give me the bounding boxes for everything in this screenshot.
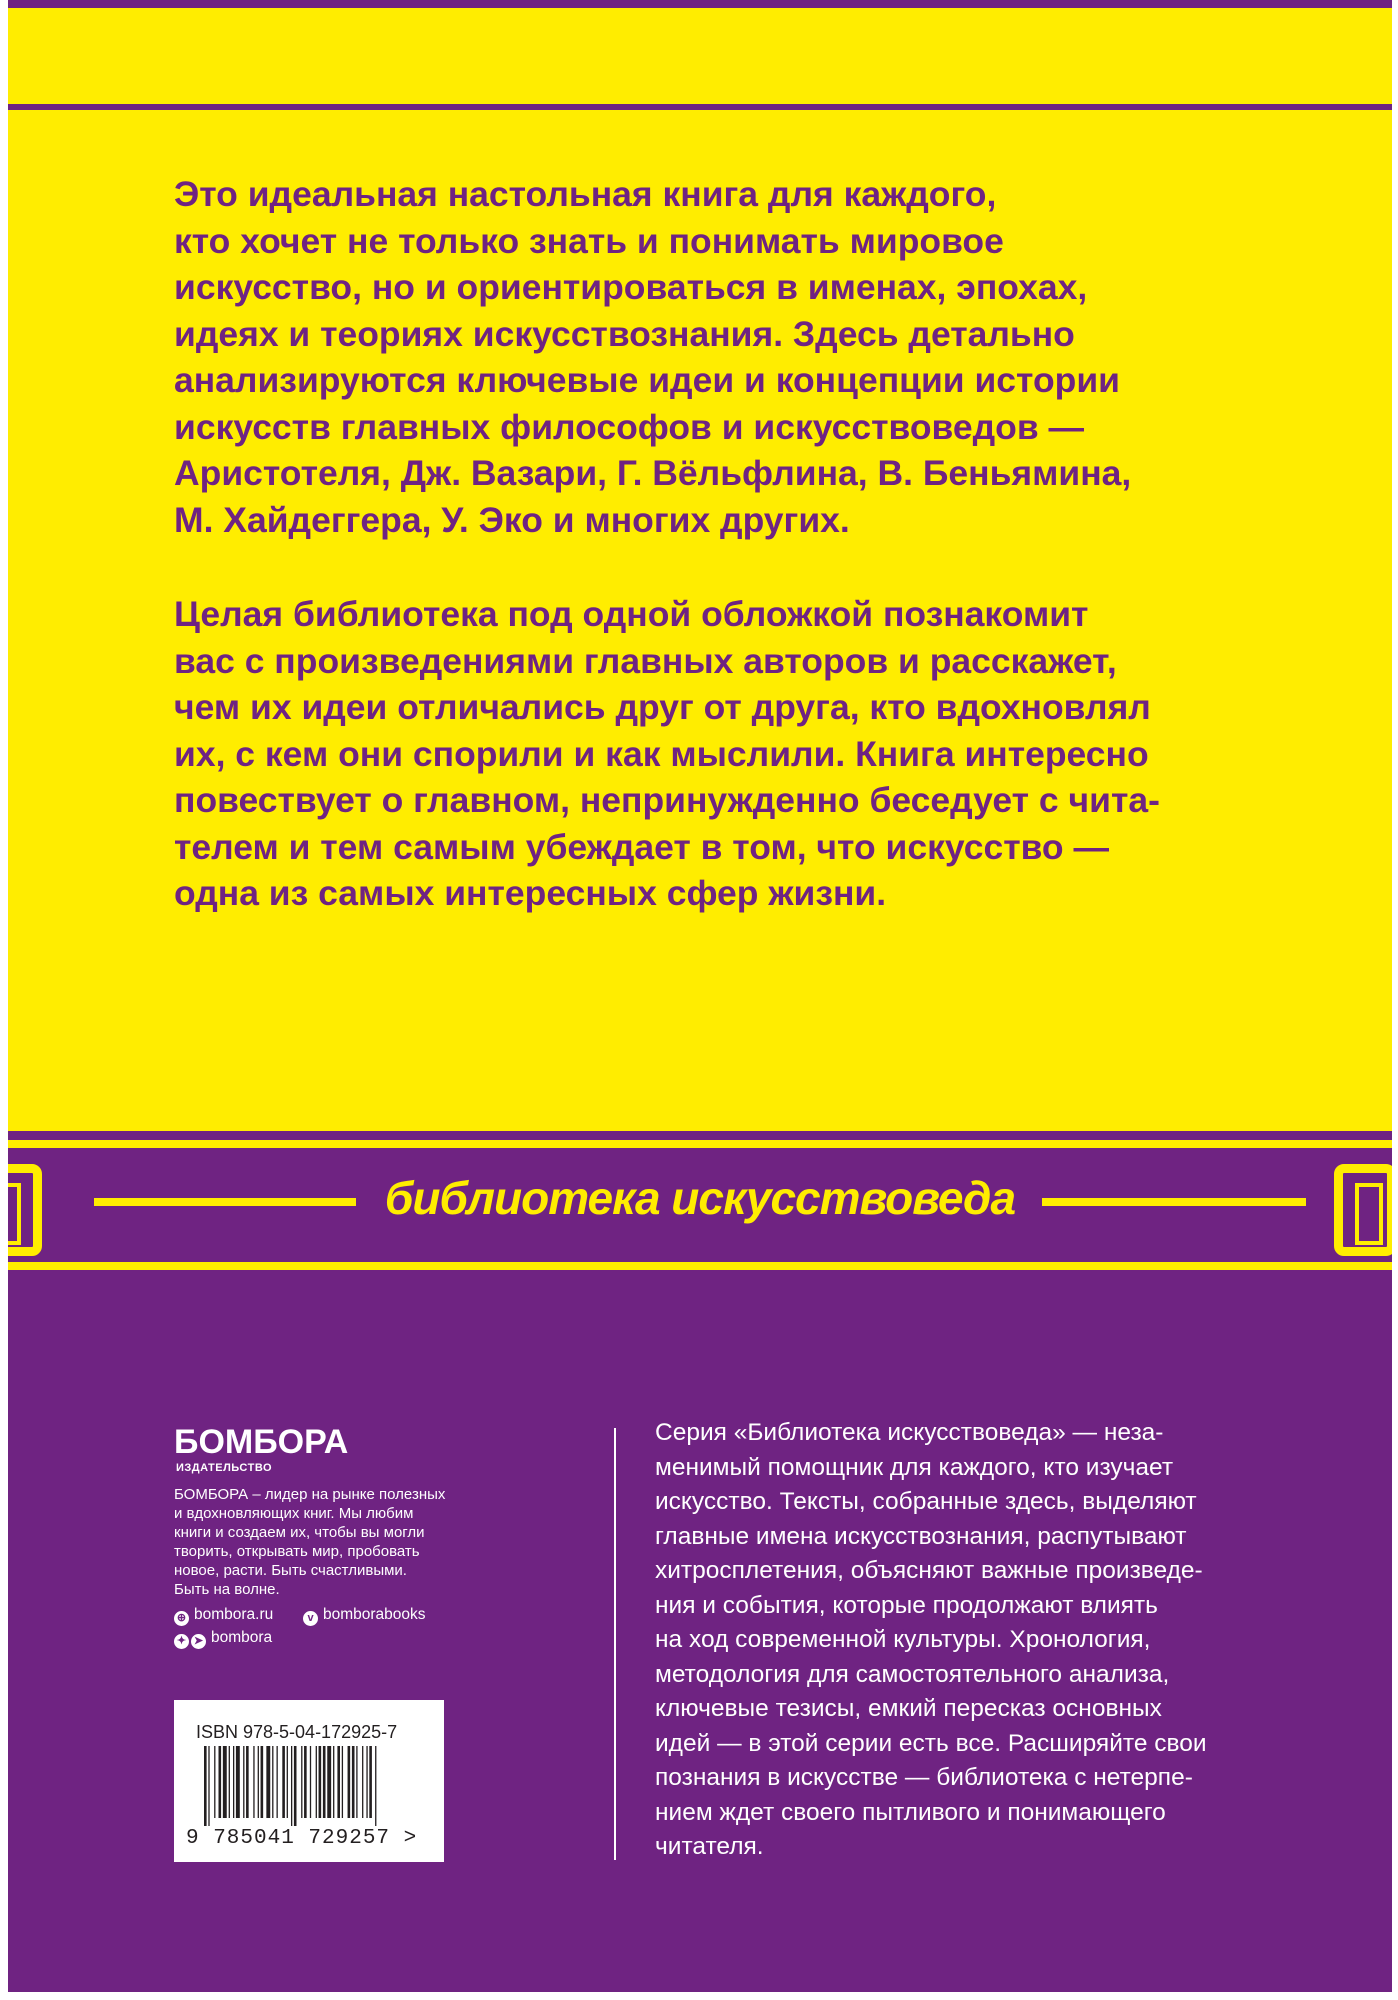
barcode-bar (229, 1746, 230, 1818)
barcode-bar (310, 1746, 311, 1818)
barcode-bar (362, 1746, 363, 1818)
publisher-logo-subtitle: ИЗДАТЕЛЬСТВО (176, 1462, 273, 1474)
barcode-bar (204, 1746, 207, 1826)
barcode-bar (214, 1746, 215, 1818)
band-bottom-line (8, 1262, 1392, 1270)
barcode-bar (287, 1746, 288, 1818)
barcode-bar (236, 1746, 240, 1818)
website-contact (174, 1605, 273, 1626)
barcode-bar (233, 1746, 234, 1818)
website-link[interactable]: bombora.ru (194, 1606, 274, 1623)
book-back-cover (8, 0, 1392, 1992)
barcode-digits: 9 785041 729257 > (186, 1827, 418, 1850)
vk-contact (303, 1605, 426, 1626)
barcode-bar (323, 1746, 326, 1818)
vk-icon: v (303, 1611, 318, 1626)
barcode-bar (291, 1746, 292, 1826)
barcode-bar (375, 1746, 376, 1826)
barcode-bar (272, 1746, 273, 1818)
barcode-bar (369, 1746, 372, 1818)
barcode-bar (219, 1746, 222, 1818)
social-contact (174, 1628, 272, 1649)
barcode-bar (319, 1746, 322, 1818)
barcode-bar (282, 1746, 285, 1818)
description-paragraph-2: Целая библиотека под одной обложкой познакомит вас с произведениями главных авторов и расскажет, чем их идеи отличались друг от друга, кто вдохновлял их, с кем они спорили и как мыслили. Книга интересно повествует о главном, непринужденно беседует с чита- телем и тем самым убеждает в том, что искусство — одна из самых интересных сфер жизни. (174, 594, 1160, 913)
barcode-bars (186, 1746, 432, 1826)
top-purple-line (8, 104, 1392, 110)
barcode-bar (208, 1746, 209, 1826)
sparkle-icon: ✦ (174, 1634, 189, 1649)
publisher-logo: БОМБОРА (174, 1423, 349, 1461)
isbn-label: ISBN 978-5-04-172925-7 (196, 1722, 398, 1742)
barcode-bar (301, 1746, 302, 1818)
series-description: Серия «Библиотека искусствоведа» — неза- менимый помощник для каждого, кто изучает искусство. Тексты, собранные здесь, выделяют главные имена искусствознания, распутывают хитросплетения, объясняют важные произведе- ния и события, которые продолжают влиять на ход современной культуры. Хронология, методология для самостоятельного анализа, ключевые тезисы, емкий пересказ основных идей — в этой серии есть все. Расширяйте свои познания в искусстве — библиотека с нетерпе- нием ждет своего пытливого и понимающего читателя. (655, 1419, 1207, 1860)
barcode-bar (253, 1746, 254, 1818)
band-top-line (8, 1140, 1392, 1148)
barcode-bar (316, 1746, 317, 1818)
telegram-icon: ➤ (191, 1634, 206, 1649)
barcode-bar (352, 1746, 355, 1818)
barcode-bar (342, 1746, 343, 1818)
barcode-bar (348, 1746, 351, 1818)
publisher-about: БОМБОРА – лидер на рынке полезных и вдохновляющих книг. Мы любим книги и создаем их, чтобы вы могли творить, открывать мир, пробовать новое, расти. Быть счастливыми. Быть на волне. (174, 1486, 446, 1598)
series-title: библиотека искусствоведа (384, 1172, 1016, 1224)
barcode-bar (294, 1746, 297, 1826)
yellow-panel (8, 8, 1392, 1131)
barcode-bar (243, 1746, 244, 1818)
barcode-bar (258, 1746, 259, 1818)
vk-link[interactable]: bomborabooks (323, 1606, 426, 1623)
barcode-bar (223, 1746, 227, 1818)
globe-icon: ⊕ (174, 1611, 189, 1626)
barcode-bar (327, 1746, 331, 1818)
barcode-bar (277, 1746, 278, 1818)
column-divider (614, 1428, 616, 1860)
barcode-bar (366, 1746, 367, 1818)
barcode-box (174, 1700, 444, 1862)
barcode-bar (246, 1746, 249, 1818)
barcode-bar (337, 1746, 340, 1818)
barcode-bar (304, 1746, 307, 1818)
barcode-bar (266, 1746, 270, 1818)
barcode-bar (261, 1746, 264, 1818)
description-paragraph-1: Это идеальная настольная книга для каждого, кто хочет не только знать и понимать мировое искусство, но и ориентироваться в именах, эпохах, идеях и теориях искусствознания. Здесь детально анализируются ключевые идеи и концепции истории искусств главных философов и искусствоведов — Аристотеля, Дж. Вазари, Г. Вёльфлина, В. Беньямина, М. Хайдеггера, У. Эко и многих других. (174, 174, 1132, 540)
barcode-bar (333, 1746, 334, 1818)
barcode-bar (356, 1746, 357, 1818)
social-link[interactable]: bombora (211, 1629, 273, 1646)
